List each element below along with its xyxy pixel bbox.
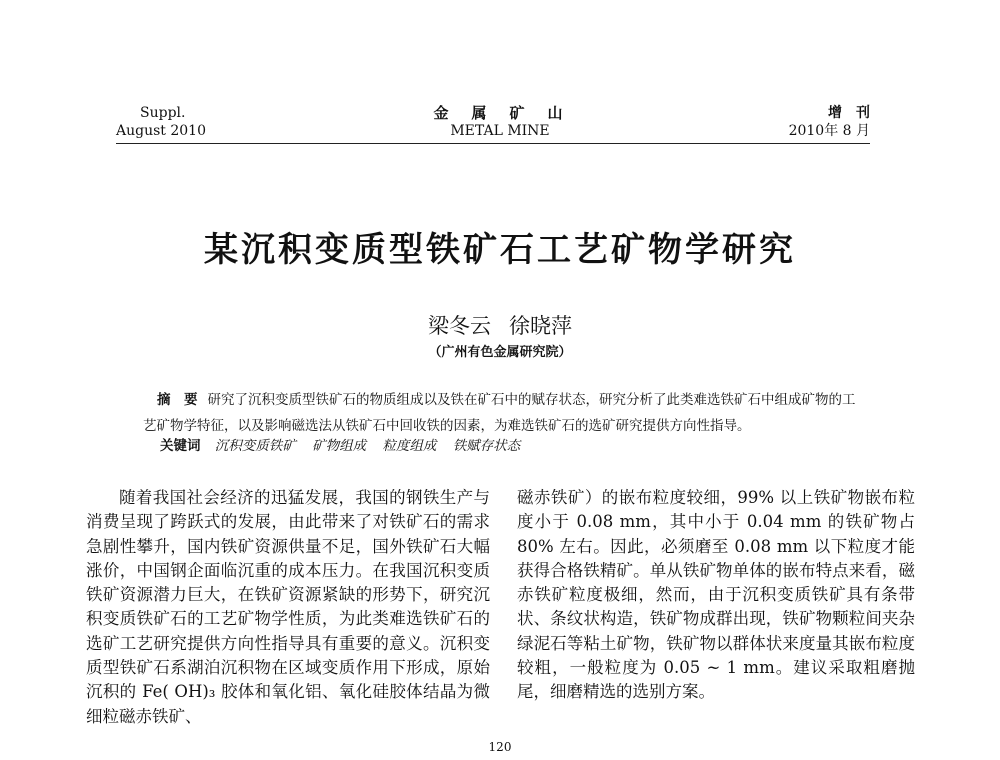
header-supplement-cn: 增 刊 xyxy=(828,105,870,121)
header-center xyxy=(380,104,620,140)
paper-title: 某沉积变质型铁矿石工艺矿物学研究 xyxy=(204,230,796,270)
header-rule xyxy=(116,143,870,144)
keyword: 粒度组成 xyxy=(382,438,437,454)
body-column-left xyxy=(86,486,490,729)
affiliation: （广州有色金属研究院） xyxy=(428,345,572,360)
keyword: 铁赋存状态 xyxy=(452,438,521,454)
abstract-label: 摘 要 xyxy=(157,392,198,408)
header-left xyxy=(116,104,236,140)
body-column-right xyxy=(517,486,915,705)
keyword: 矿物组成 xyxy=(312,438,367,454)
header-date-cn: 2010年 8 月 xyxy=(788,123,870,139)
abstract xyxy=(143,387,865,439)
authors xyxy=(0,310,1000,340)
header-date-en: August 2010 xyxy=(116,123,206,139)
journal-title-cn: 金 属 矿 山 xyxy=(433,104,567,122)
header-suppl: Suppl. xyxy=(140,105,186,121)
body-paragraph: 随着我国社会经济的迅猛发展，我国的钢铁生产与消费呈现了跨跃式的发展，由此带来了对铁矿石的需求急剧性攀升，国内铁矿资源供量不足，国外铁矿石大幅涨价，中国钢企面临沉重的成本压力。在我国沉积变质铁矿资源潜力巨大，在铁矿资源紧缺的形势下，研究沉积变质铁矿石的工艺矿物学性质，为此类难选铁矿石的选矿工艺研究提供方向性指导具有重要的意义。沉积变质型铁矿石系湖泊沉积物在区域变质作用下形成，原始沉积的 Fe( OH)₃ 胶体和氧化铝、氧化硅胶体结晶为微细粒磁赤铁矿、 xyxy=(86,488,490,726)
keywords xyxy=(160,434,860,454)
author-name: 梁冬云 xyxy=(428,314,491,338)
keywords-label: 关键词 xyxy=(160,438,201,454)
header-right xyxy=(770,104,870,140)
author-name: 徐晓萍 xyxy=(509,314,572,338)
keyword: 沉积变质铁矿 xyxy=(214,438,296,454)
journal-title-en: METAL MINE xyxy=(450,123,550,139)
body-paragraph: 磁赤铁矿）的嵌布粒度较细，99% 以上铁矿物嵌布粒度小于 0.08 mm，其中小于 0.04 mm 的铁矿物占 80% 左右。因此，必须磨至 0.08 mm 以下粒度才能获得合格铁精矿。单从铁矿物单体的嵌布特点来看，磁赤铁矿粒度极细，然而，由于沉积变质铁矿具有条带状、条纹状构造，铁矿物成群出现，铁矿物颗粒间夹杂绿泥石等粘土矿物，铁矿物以群体状来度量其嵌布粒度较粗，一般粒度为 0.05 ~ 1 mm。建议采取粗磨抛尾，细磨精选的选别方案。 xyxy=(517,488,915,702)
abstract-text: 研究了沉积变质型铁矿石的物质组成以及铁在矿石中的赋存状态，研究分析了此类难选铁矿石中组成矿物的工艺矿物学特征，以及影响磁选法从铁矿石中回收铁的因素，为难选铁矿石的选矿研究提供方向性指导。 xyxy=(143,392,856,434)
page-number: 120 xyxy=(488,740,512,754)
